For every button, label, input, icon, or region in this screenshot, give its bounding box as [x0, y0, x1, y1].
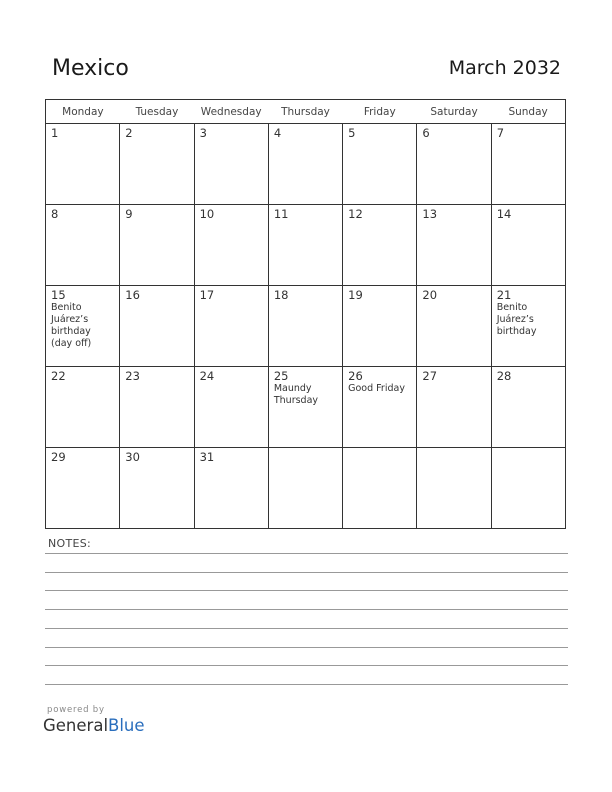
day-number: 17 [199, 288, 215, 302]
holiday-label: Good Friday [348, 383, 405, 394]
day-number: 3 [199, 126, 207, 140]
day-cell [194, 367, 268, 448]
weekday-header: Friday [343, 100, 417, 124]
day-number: 1 [51, 126, 59, 140]
day-cell [268, 367, 342, 448]
day-number: 10 [199, 207, 215, 221]
day-number: 25 [273, 369, 289, 383]
week-row [46, 448, 566, 529]
day-number: 4 [273, 126, 282, 140]
day-number: 30 [125, 450, 140, 464]
day-number: 16 [125, 288, 140, 302]
day-cell [194, 448, 268, 529]
weekday-header: Thursday [268, 100, 342, 124]
brand-name-part2: Blue [108, 716, 145, 735]
day-cell [268, 205, 342, 286]
day-cell [268, 124, 342, 205]
brand-name-part1: General [43, 716, 109, 735]
day-cell [343, 286, 417, 367]
day-number: 29 [51, 450, 66, 464]
notes-line [45, 647, 568, 648]
week-row [46, 367, 566, 448]
day-cell [491, 124, 565, 205]
day-cell [46, 448, 120, 529]
day-cell [46, 124, 120, 205]
weekday-header-row [46, 100, 566, 124]
day-cell [120, 124, 194, 205]
day-cell [491, 286, 565, 367]
country-title: Mexico [52, 56, 129, 81]
week-row [46, 205, 566, 286]
weekday-header: Sunday [491, 100, 565, 124]
day-number: 12 [348, 207, 363, 221]
day-cell [120, 205, 194, 286]
week-row [46, 124, 566, 205]
day-cell [417, 367, 491, 448]
day-cell [120, 367, 194, 448]
day-cell [417, 448, 491, 529]
day-number: 26 [348, 369, 363, 383]
day-cell [268, 286, 342, 367]
powered-by-text: powered by [47, 705, 105, 715]
day-number: 14 [496, 207, 512, 221]
day-number: 8 [51, 207, 59, 221]
day-number: 24 [199, 369, 215, 383]
weekday-header: Monday [46, 100, 120, 124]
day-number: 22 [51, 369, 66, 383]
day-number: 6 [422, 126, 430, 140]
holiday-label: Benito Juárez’s birthday [496, 302, 537, 337]
day-number: 9 [125, 207, 133, 221]
day-cell [194, 124, 268, 205]
day-cell [46, 205, 120, 286]
notes-line [45, 590, 568, 591]
day-cell [417, 124, 491, 205]
day-cell [268, 448, 342, 529]
weekday-header: Tuesday [120, 100, 194, 124]
day-cell [46, 286, 120, 367]
notes-line [45, 609, 568, 610]
notes-line [45, 553, 568, 554]
day-cell [491, 205, 565, 286]
month-year-title: March 2032 [448, 57, 561, 79]
day-cell [343, 205, 417, 286]
day-number: 7 [496, 126, 505, 140]
brand-logo [43, 716, 145, 735]
day-cell [417, 286, 491, 367]
day-cell [194, 205, 268, 286]
day-number: 21 [496, 288, 512, 302]
day-cell [417, 205, 491, 286]
notes-line [45, 572, 568, 573]
day-number: 2 [125, 126, 133, 140]
day-number: 27 [422, 369, 438, 383]
day-number: 20 [422, 288, 438, 302]
notes-line [45, 628, 568, 629]
day-cell [491, 367, 565, 448]
holiday-label: Benito Juárez’s birthday (day off) [51, 302, 92, 349]
day-cell [343, 124, 417, 205]
week-row [46, 286, 566, 367]
day-number: 11 [273, 207, 289, 221]
holiday-label: Maundy Thursday [273, 383, 319, 406]
weekday-header: Wednesday [194, 100, 268, 124]
day-number: 19 [348, 288, 363, 302]
day-cell [120, 286, 194, 367]
notes-label: NOTES: [48, 537, 92, 550]
notes-line [45, 665, 568, 666]
notes-line [45, 684, 568, 685]
day-number: 28 [496, 369, 512, 383]
day-number: 31 [199, 450, 215, 464]
day-cell [491, 448, 565, 529]
day-cell [46, 367, 120, 448]
calendar-grid [45, 99, 566, 529]
day-number: 5 [348, 126, 356, 140]
day-number: 15 [51, 288, 66, 302]
day-cell [194, 286, 268, 367]
day-cell [120, 448, 194, 529]
day-cell [343, 448, 417, 529]
day-cell [343, 367, 417, 448]
day-number: 18 [273, 288, 289, 302]
weekday-header: Saturday [417, 100, 491, 124]
day-number: 13 [422, 207, 438, 221]
day-number: 23 [125, 369, 140, 383]
